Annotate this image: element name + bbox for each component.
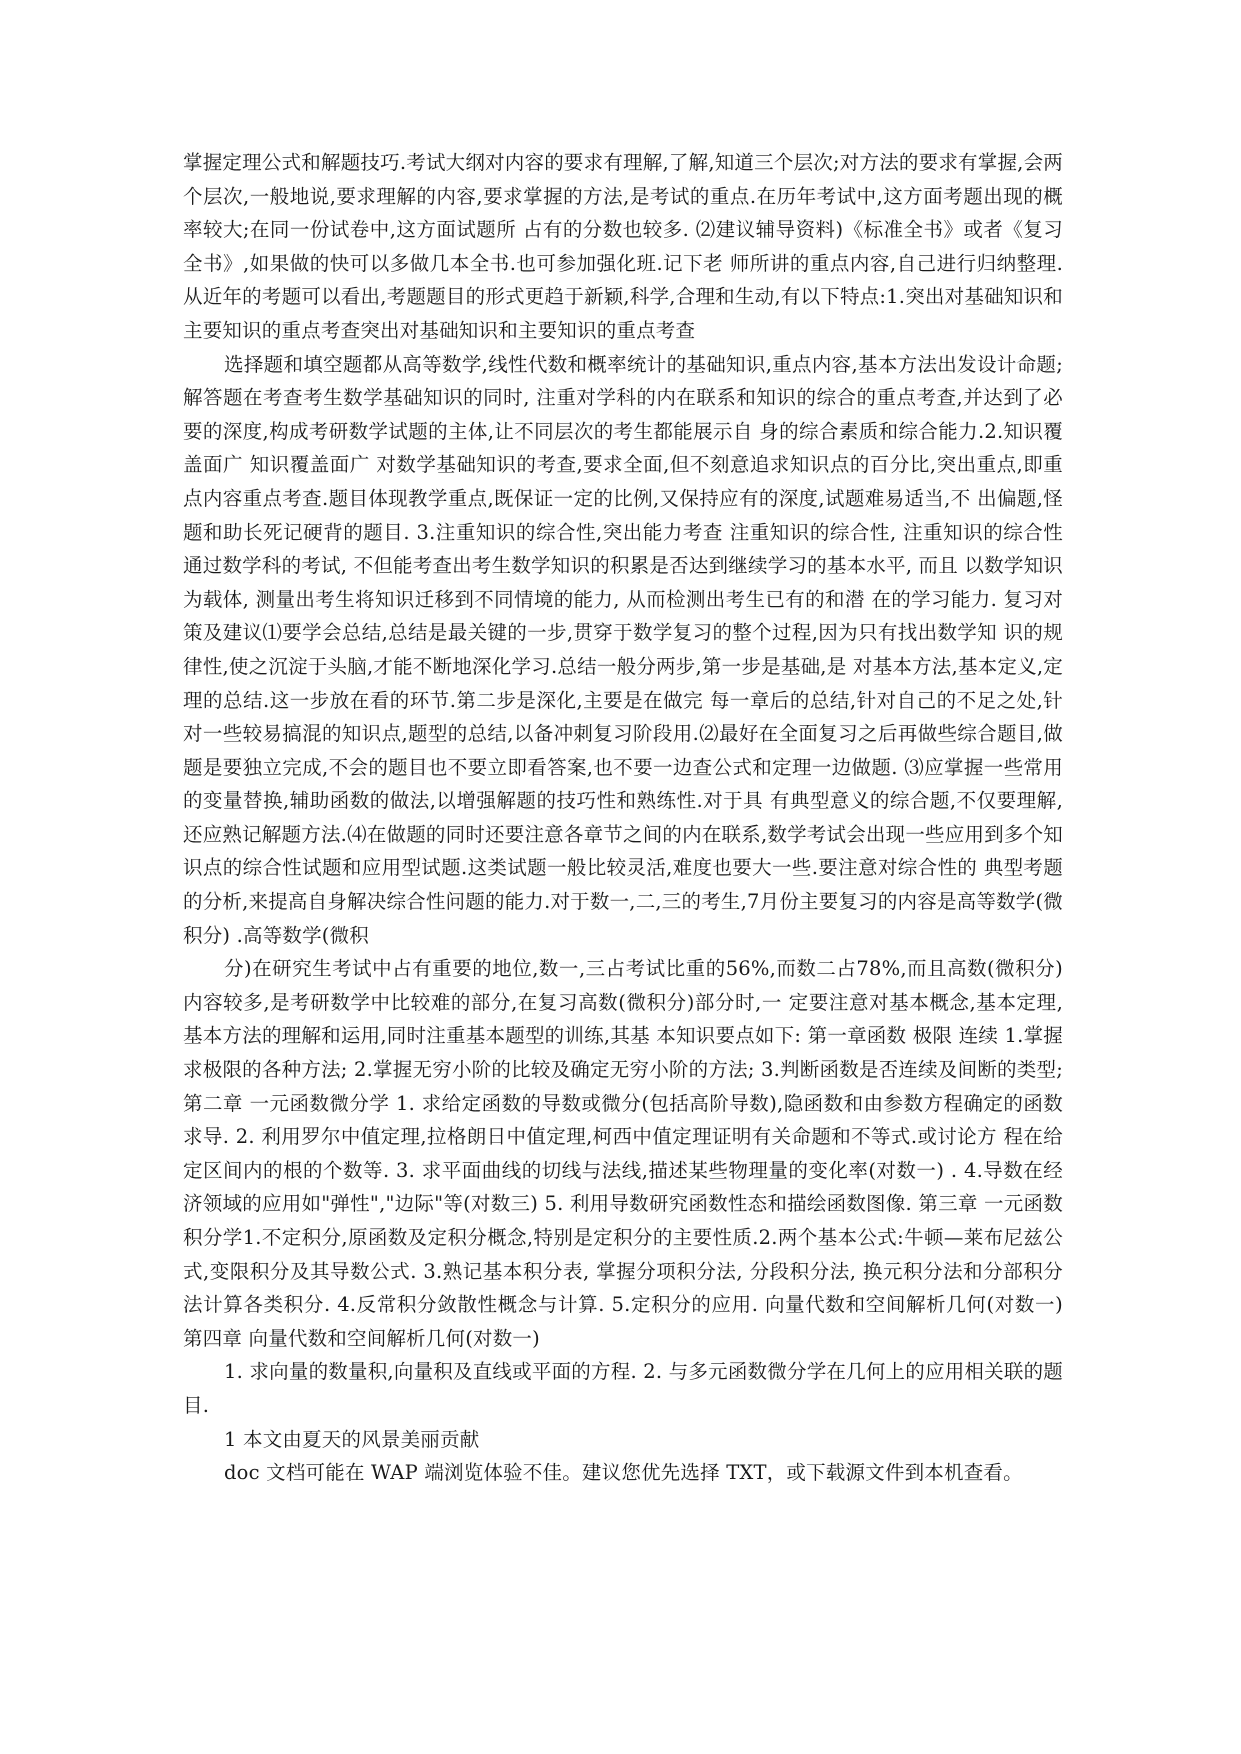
- paragraph-study-methods: 掌握定理公式和解题技巧.考试大纲对内容的要求有理解,了解,知道三个层次;对方法的要求有掌握,会两个层次,一般地说,要求理解的内容,要求掌握的方法,是考试的重点.在历年考试中,这方面考题出现的概率较大;在同一份试卷中,这方面试题所 占有的分数也较多. ⑵建议辅导资料)《标准全书》或者《复习全书》,如果做的快可以多做几本全书.也可参加强化班.记下老 师所讲的重点内容,自己进行归纳整理. 从近年的考题可以看出,考题题目的形式更趋于新颖,科学,合理和生动,有以下特点:1.突出对基础知识和主要知识的重点考查突出对基础知识和主要知识的重点考查: [183, 151, 1063, 342]
- paragraph-doc-notice: doc 文档可能在 WAP 端浏览体验不佳。建议您优先选择 TXT，或下载源文件到本机查看。: [224, 1461, 1023, 1485]
- paragraph-vector-algebra: 1. 求向量的数量积,向量积及直线或平面的方程. 2. 与多元函数微分学在几何上的应用相关联的题目.: [183, 1360, 1063, 1417]
- document-body: [183, 146, 1063, 1490]
- paragraph-contributor: 1 本文由夏天的风景美丽贡献: [224, 1427, 480, 1451]
- paragraph-exam-features: 选择题和填空题都从高等数学,线性代数和概率统计的基础知识,重点内容,基本方法出发设计命题; 解答题在考查考生数学基础知识的同时, 注重对学科的内在联系和知识的综合的重点考查,并达到了必要的深度,构成考研数学试题的主体,让不同层次的考生都能展示自 身的综合素质和综合能力.2.知识覆盖面广 知识覆盖面广 对数学基础知识的考查,要求全面,但不刻意追求知识点的百分比,突出重点,即重点内容重点考查.题目体现教学重点,既保证一定的比例,又保持应有的深度,试题难易适当,不 出偏题,怪题和助长死记硬背的题目. 3.注重知识的综合性,突出能力考查 注重知识的综合性, 注重知识的综合性 通过数学科的考试, 不但能考查出考生数学知识的积累是否达到继续学习的基本水平, 而且 以数学知识为载体, 测量出考生将知识迁移到不同情境的能力, 从而检测出考生已有的和潜 在的学习能力. 复习对策及建议⑴要学会总结,总结是最关键的一步,贯穿于数学复习的整个过程,因为只有找出数学知 识的规律性,使之沉淀于头脑,才能不断地深化学习.总结一般分两步,第一步是基础,是 对基本方法,基本定义,定理的总结.这一步放在看的环节.第二步是深化,主要是在做完 每一章后的总结,针对自己的不足之处,针对一些较易搞混的知识点,题型的总结,以备冲刺复习阶段用.⑵最好在全面复习之后再做些综合题目,做题是要独立完成,不会的题目也不要立即看答案,也不要一边查公式和定理一边做题. ⑶应掌握一些常用的变量替换,辅助函数的做法,以增强解题的技巧性和熟练性.对于具 有典型意义的综合题,不仅要理解,还应熟记解题方法.⑷在做题的同时还要注意各章节之间的内在联系,数学考试会出现一些应用到多个知识点的综合性试题和应用型试题.这类试题一般比较灵活,难度也要大一些.要注意对综合性的 典型考题的分析,来提高自身解决综合性问题的能力.对于数一,二,三的考生,7月份主要复习的内容是高等数学(微积分) .高等数学(微积: [183, 352, 1063, 947]
- paragraph-calculus-outline: 分)在研究生考试中占有重要的地位,数一,三占考试比重的56%,而数二占78%,而且高数(微积分)内容较多,是考研数学中比较难的部分,在复习高数(微积分)部分时,一 定要注意对基本概念,基本定理,基本方法的理解和运用,同时注重基本题型的训练,其基 本知识要点如下: 第一章函数 极限 连续 1.掌握求极限的各种方法; 2.掌握无穷小阶的比较及确定无穷小阶的方法; 3.判断函数是否连续及间断的类型; 第二章 一元函数微分学 1. 求给定函数的导数或微分(包括高阶导数),隐函数和由参数方程确定的函数求导. 2. 利用罗尔中值定理,拉格朗日中值定理,柯西中值定理证明有关命题和不等式.或讨论方 程在给定区间内的根的个数等. 3. 求平面曲线的切线与法线,描述某些物理量的变化率(对数一) . 4.导数在经济领域的应用如"弹性","边际"等(对数三) 5. 利用导数研究函数性态和描绘函数图像. 第三章 一元函数积分学1.不定积分,原函数及定积分概念,特别是定积分的主要性质.2.两个基本公式:牛顿—莱布尼兹公式,变限积分及其导数公式. 3.熟记基本积分表, 掌握分项积分法, 分段积分法, 换元积分法和分部积分法计算各类积分. 4.反常积分敛散性概念与计算. 5.定积分的应用. 向量代数和空间解析几何(对数一) 第四章 向量代数和空间解析几何(对数一): [183, 957, 1063, 1350]
